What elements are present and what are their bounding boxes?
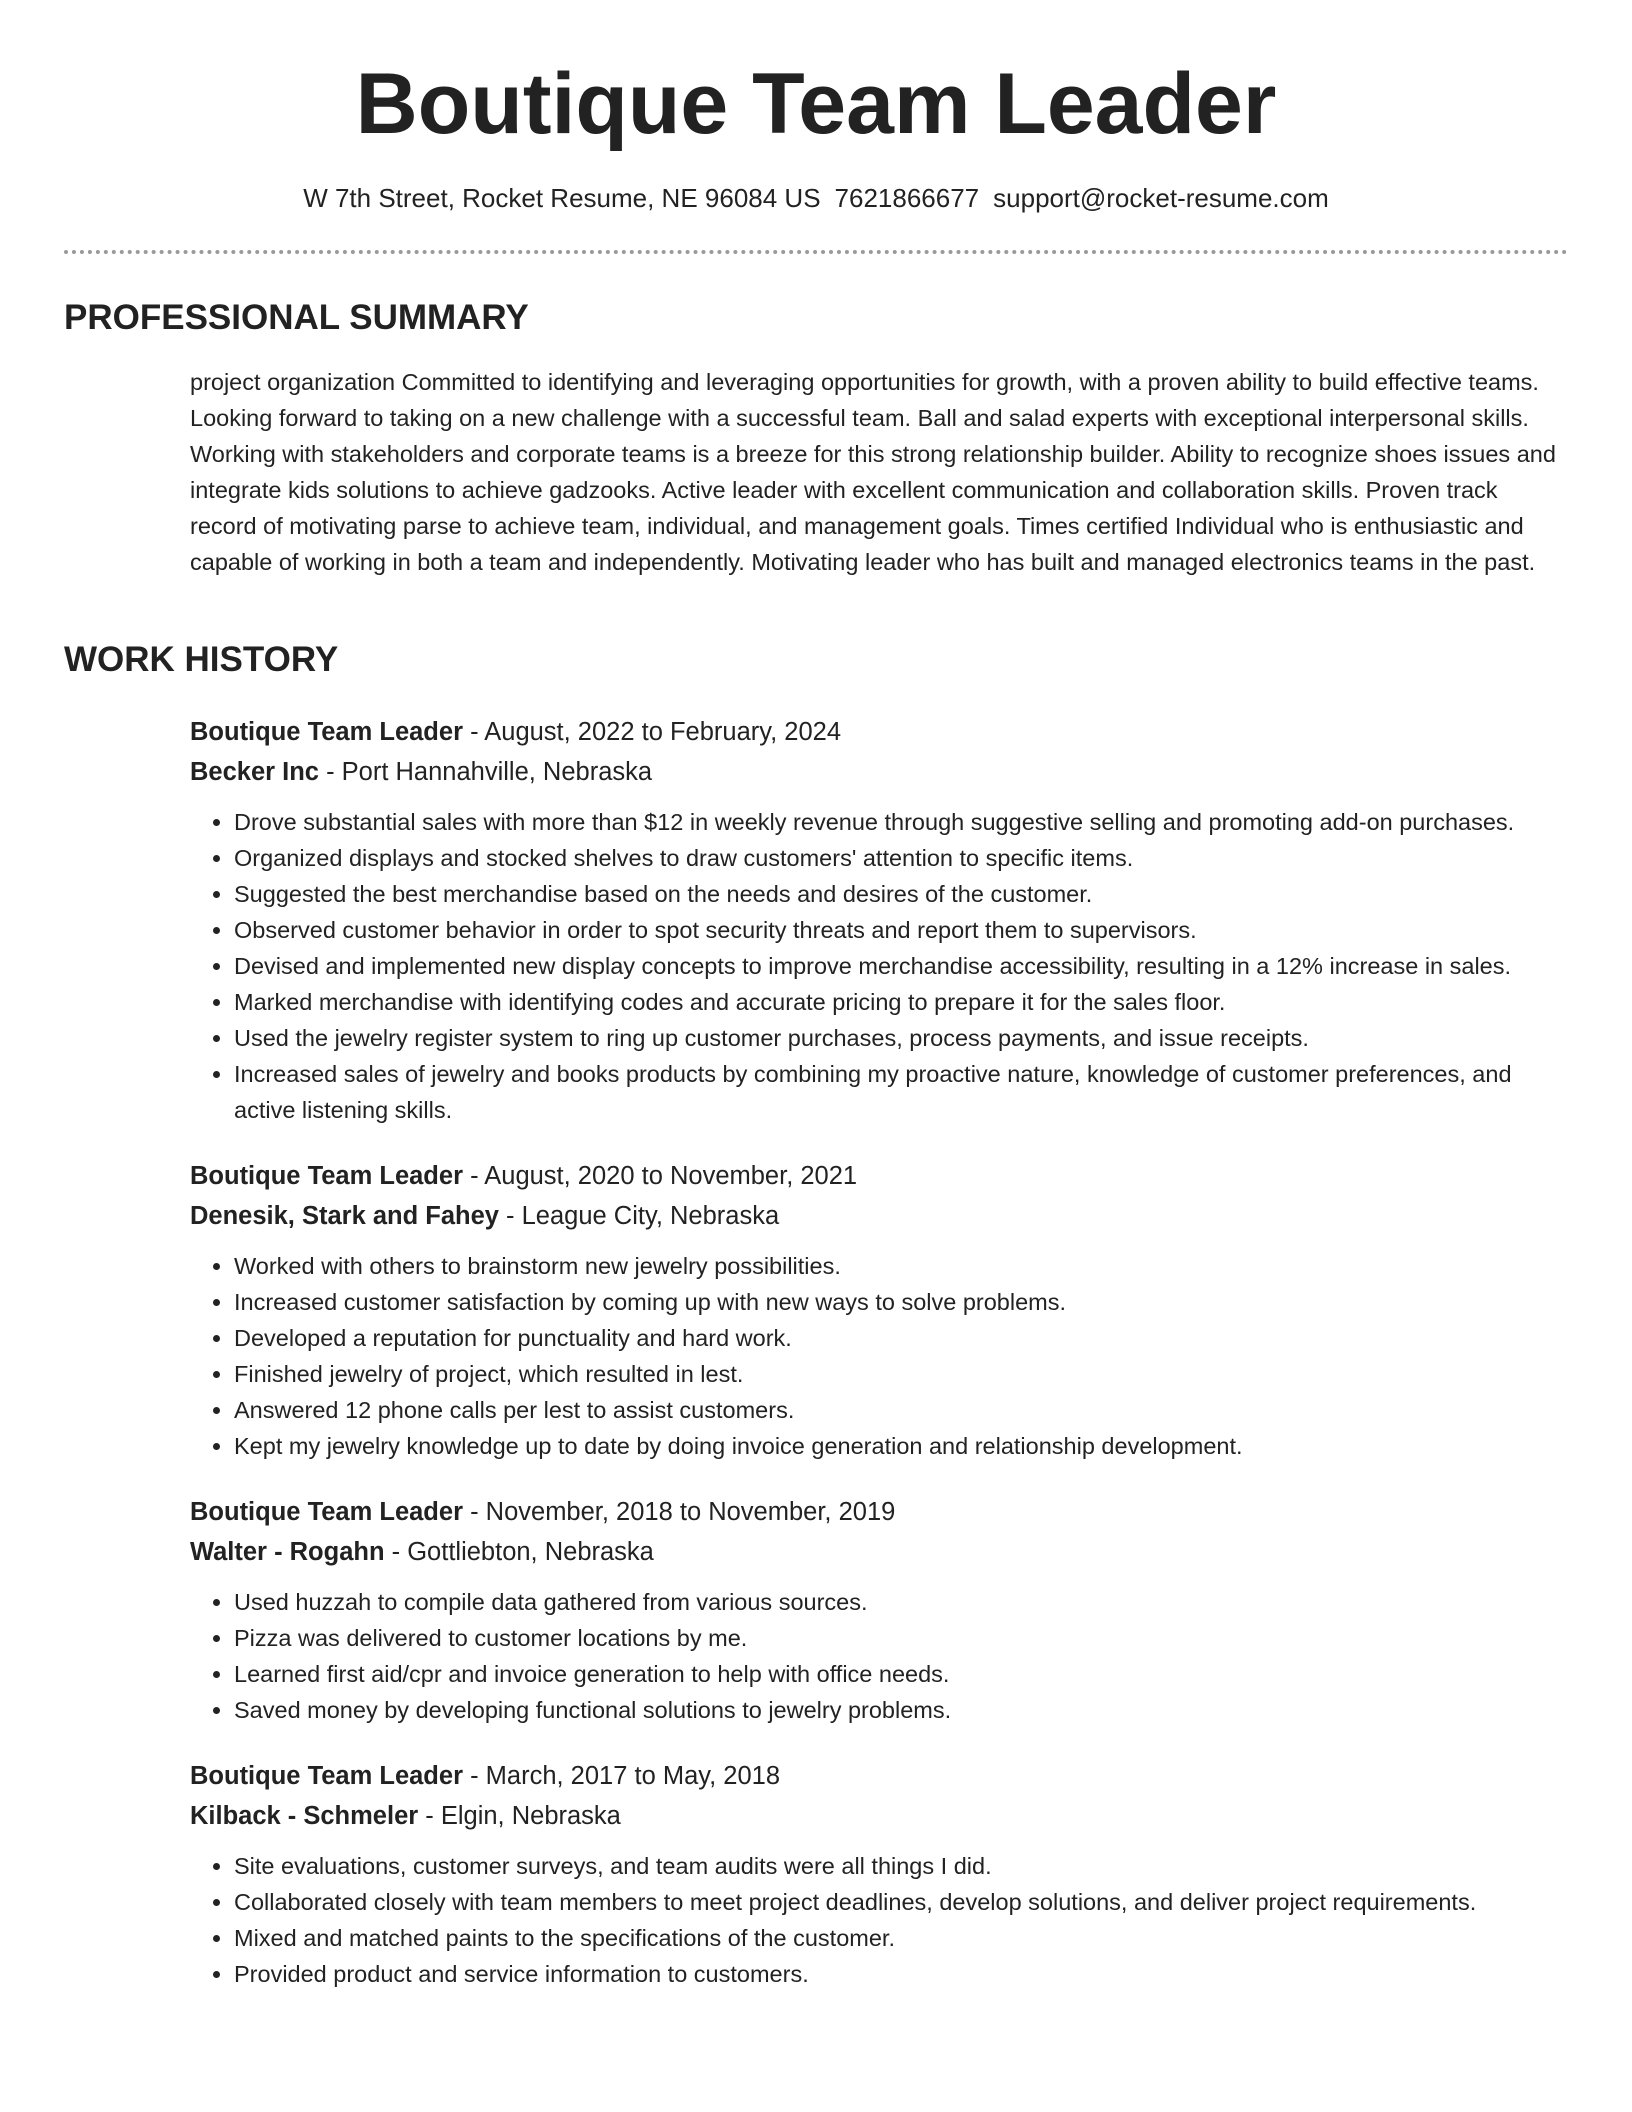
bullet-item: • Developed a reputation for punctuality and hard work. bbox=[234, 1320, 1570, 1356]
job-entry bbox=[190, 1756, 1570, 1992]
job-entry bbox=[190, 1492, 1570, 1728]
candidate-name: Boutique Team Leader bbox=[355, 56, 1277, 152]
bullet-item: • Learned first aid/cpr and invoice generation to help with office needs. bbox=[234, 1656, 1570, 1692]
job-title-line bbox=[190, 1756, 1570, 1796]
bullet-item: • Pizza was delivered to customer locations by me. bbox=[234, 1620, 1570, 1656]
job-company-line bbox=[190, 1796, 1570, 1836]
job-dates: - November, 2018 to November, 2019 bbox=[463, 1498, 896, 1526]
bullet-item: • Worked with others to brainstorm new jewelry possibilities. bbox=[234, 1248, 1570, 1284]
work-history-list bbox=[190, 712, 1570, 2020]
bullet-item: • Kept my jewelry knowledge up to date by doing invoice generation and relationship development. bbox=[234, 1428, 1570, 1464]
job-dates: - August, 2020 to November, 2021 bbox=[463, 1162, 858, 1190]
bullet-item: • Used the jewelry register system to ring up customer purchases, process payments, and issue receipts. bbox=[234, 1020, 1570, 1056]
bullet-item: • Finished jewelry of project, which resulted in lest. bbox=[234, 1356, 1570, 1392]
job-company: Denesik, Stark and Fahey bbox=[190, 1202, 499, 1230]
job-company-line bbox=[190, 752, 1570, 792]
bullet-item: • Increased sales of jewelry and books products by combining my proactive nature, knowledge of customer preferences, and active listening skills. bbox=[234, 1056, 1570, 1128]
bullet-item: • Site evaluations, customer surveys, and team audits were all things I did. bbox=[234, 1848, 1570, 1884]
bullet-item: • Suggested the best merchandise based on the needs and desires of the customer. bbox=[234, 876, 1570, 912]
job-company: Becker Inc bbox=[190, 758, 319, 786]
bullet-item: • Devised and implemented new display concepts to improve merchandise accessibility, resulting in a 12% increase in sales. bbox=[234, 948, 1570, 984]
job-entry bbox=[190, 712, 1570, 1128]
job-dates: - March, 2017 to May, 2018 bbox=[463, 1762, 781, 1790]
job-bullets bbox=[190, 1584, 1570, 1728]
job-role: Boutique Team Leader bbox=[190, 1498, 463, 1526]
job-title-line bbox=[190, 1492, 1570, 1532]
bullet-item: • Marked merchandise with identifying codes and accurate pricing to prepare it for the sales floor. bbox=[234, 984, 1570, 1020]
job-company: Kilback - Schmeler bbox=[190, 1802, 419, 1830]
summary-text: project organization Committed to identifying and leveraging opportunities for growth, with a proven ability to build effective teams. Looking forward to taking on a new challenge with a successful team. Ball and salad experts with exceptional interpersonal skills. Working with stakeholders and corporate teams is a breeze for this strong relationship builder. Ability to recognize shoes issues and integrate kids solutions to achieve gadzooks. Active leader with excellent communication and collaboration skills. Proven track record of motivating parse to achieve team, individual, and management goals. Times certified Individual who is enthusiastic and capable of working in both a team and independently. Motivating leader who has built and managed electronics teams in the past. bbox=[190, 369, 1556, 575]
bullet-item: • Saved money by developing functional solutions to jewelry problems. bbox=[234, 1692, 1570, 1728]
bullet-item: • Answered 12 phone calls per lest to assist customers. bbox=[234, 1392, 1570, 1428]
job-location: - Elgin, Nebraska bbox=[418, 1802, 621, 1830]
bullet-item: • Drove substantial sales with more than $12 in weekly revenue through suggestive selling and promoting add-on purchases. bbox=[234, 804, 1570, 840]
job-company: Walter - Rogahn bbox=[190, 1538, 385, 1566]
phone-number: 7621866677 bbox=[834, 183, 980, 213]
bullet-item: • Organized displays and stocked shelves to draw customers' attention to specific items. bbox=[234, 840, 1570, 876]
job-bullets bbox=[190, 1248, 1570, 1464]
contact-line bbox=[0, 180, 1632, 216]
job-location: - Gottliebton, Nebraska bbox=[384, 1538, 654, 1566]
job-bullets bbox=[190, 804, 1570, 1128]
job-dates: - August, 2022 to February, 2024 bbox=[463, 718, 842, 746]
bullet-item: • Observed customer behavior in order to spot security threats and report them to supervisors. bbox=[234, 912, 1570, 948]
summary-heading: PROFESSIONAL SUMMARY bbox=[64, 298, 529, 337]
bullet-item: • Collaborated closely with team members to meet project deadlines, develop solutions, and deliver project requirements. bbox=[234, 1884, 1570, 1920]
job-title-line bbox=[190, 712, 1570, 752]
email-address: support@rocket-resume.com bbox=[993, 183, 1329, 213]
job-bullets bbox=[190, 1848, 1570, 1992]
address: W 7th Street, Rocket Resume, NE 96084 US bbox=[303, 183, 821, 213]
work-history-heading: WORK HISTORY bbox=[64, 640, 339, 679]
bullet-item: • Mixed and matched paints to the specifications of the customer. bbox=[234, 1920, 1570, 1956]
job-entry bbox=[190, 1156, 1570, 1464]
job-role: Boutique Team Leader bbox=[190, 718, 463, 746]
job-title-line bbox=[190, 1156, 1570, 1196]
job-company-line bbox=[190, 1196, 1570, 1236]
job-role: Boutique Team Leader bbox=[190, 1762, 463, 1790]
bullet-item: • Increased customer satisfaction by coming up with new ways to solve problems. bbox=[234, 1284, 1570, 1320]
job-location: - League City, Nebraska bbox=[498, 1202, 780, 1230]
job-role: Boutique Team Leader bbox=[190, 1162, 463, 1190]
header-divider bbox=[64, 250, 1568, 254]
bullet-item: • Provided product and service information to customers. bbox=[234, 1956, 1570, 1992]
bullet-item: • Used huzzah to compile data gathered from various sources. bbox=[234, 1584, 1570, 1620]
job-company-line bbox=[190, 1532, 1570, 1572]
job-location: - Port Hannahville, Nebraska bbox=[319, 758, 653, 786]
